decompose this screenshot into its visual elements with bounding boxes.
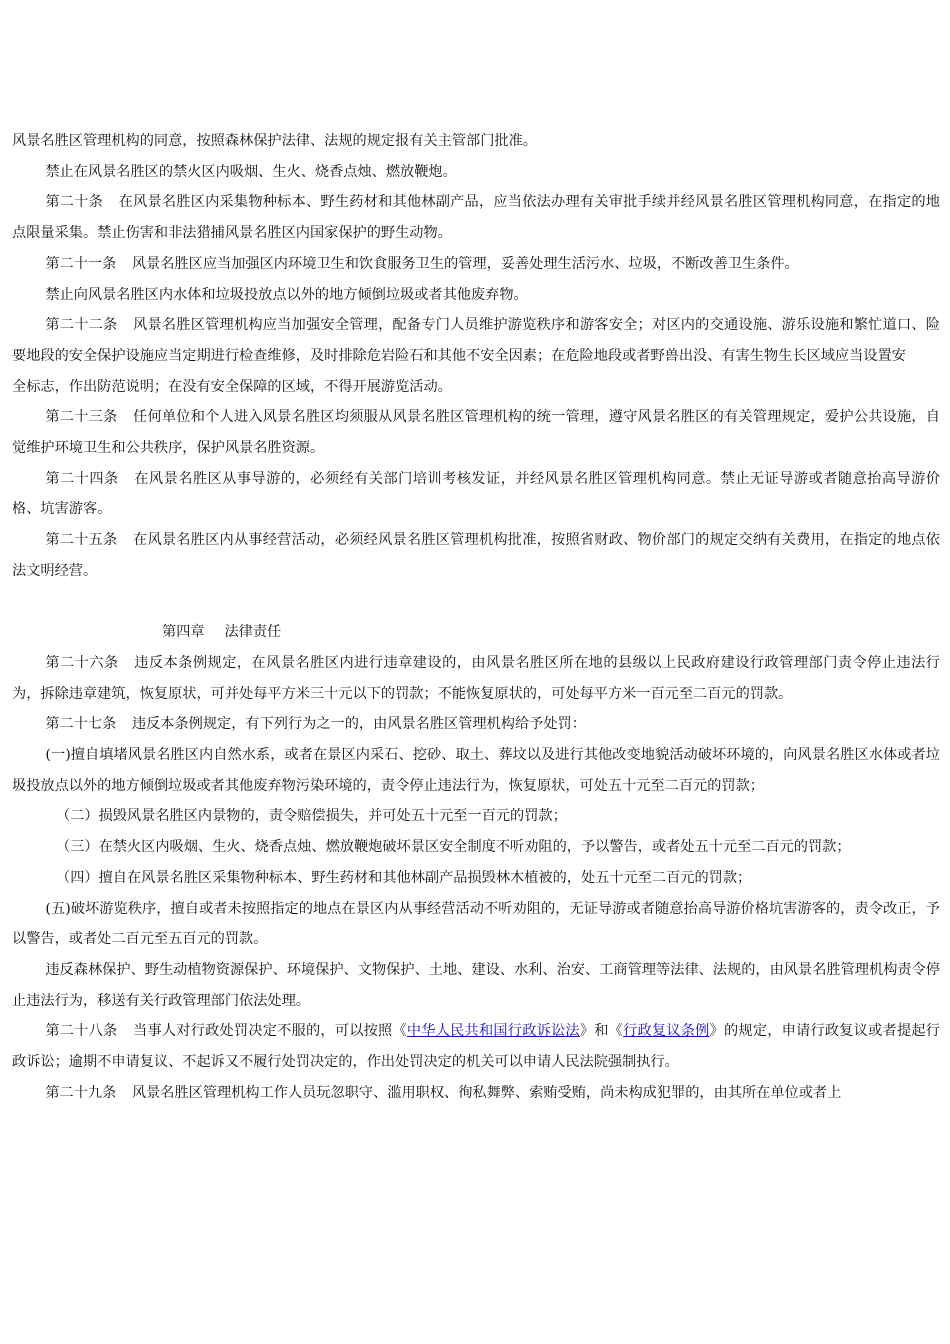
chapter-number: 第四章 <box>162 624 205 641</box>
article-21 <box>12 249 940 280</box>
article-text: 在风景名胜区内从事经营活动，必须经风景名胜区管理机构批准，按照省财政、物价部门的规定交纳有关费用，在指定的地点依法文明经营。 <box>12 532 940 579</box>
paragraph: 全标志，作出防范说明；在没有安全保障的区域，不得开展游览活动。 <box>12 378 452 395</box>
administrative-review-regulation-link[interactable]: 行政复议条例 <box>623 1023 710 1040</box>
article-text: 任何单位和个人进入风景名胜区均须服从风景名胜区管理机构的统一管理，遵守风景名胜区的有关管理规定，爱护公共设施，自觉维护环境卫生和公共秩序，保护风景名胜资源。 <box>12 409 940 457</box>
blank-line <box>12 587 940 618</box>
list-item: (五)破坏游览秩序，擅自或者未按照指定的地点在景区内从事经营活动不听劝阻的，无证导游或者随意抬高导游价格坑害游客的，责令改正，予以警告，或者处二百元至五百元的罚款。 <box>12 900 940 948</box>
article-24 <box>12 464 940 525</box>
article-text: 当事人对行政处罚决定不服的，可以按照《 <box>133 1023 407 1040</box>
article-text: 风景名胜区管理机构工作人员玩忽职守、滥用职权、徇私舞弊、索贿受贿，尚未构成犯罪的，由其所在单位或者上 <box>131 1084 842 1101</box>
list-item: （三）在禁火区内吸烟、生火、烧香点烛、燃放鞭炮破坏景区安全制度不听劝阻的，予以警告，或者处五十元至二百元的罚款； <box>56 839 851 856</box>
article-number: 第二十四条 <box>45 470 119 487</box>
article-number: 第二十六条 <box>45 654 119 671</box>
list-item: (一)擅自填堵风景名胜区内自然水系，或者在景区内采石、挖砂、取土、葬坟以及进行其他改变地貌活动破坏环境的，向风景名胜区水体或者垃圾投放点以外的地方倾倒垃圾或者其他废弃物污染环境的，责令停止违法行为，恢复原状，可处五十元至二百元的罚款； <box>12 747 940 794</box>
article-number: 第二十一条 <box>45 255 117 272</box>
article-number: 第二十九条 <box>45 1084 117 1101</box>
paragraph: 风景名胜区管理机构的同意，按照森林保护法律、法规的规定报有关主管部门批准。 <box>12 133 537 149</box>
article-text: 风景名胜区管理机构应当加强安全管理，配备专门人员维护游览秩序和游客安全；对区内的交通设施、游乐设施和繁忙道口、险要地段的安全保护设施应当定期进行检查维修，及时排除危岩险石和其他不安全因素；在危险地段或者野兽出没、有害生物生长区域应当设置安 <box>12 317 940 364</box>
article-28 <box>12 1016 940 1077</box>
document-page <box>12 126 940 1108</box>
article-number: 第二十八条 <box>45 1023 118 1040</box>
article-text: 在风景名胜区从事导游的，必须经有关部门培训考核发证，并经风景名胜区管理机构同意。禁止无证导游或者随意抬高导游价格、坑害游客。 <box>12 470 940 518</box>
article-text: 违反本条例规定，在风景名胜区内进行违章建设的，由风景名胜区所在地的县级以上民政府建设行政管理部门责令停止违法行为，拆除违章建筑，恢复原状，可并处每平方米三十元以下的罚款；不能恢复原状的，可处每平方米一百元至二百元的罚款。 <box>12 654 940 702</box>
administrative-litigation-law-link[interactable]: 中华人民共和国行政诉讼法 <box>406 1023 580 1040</box>
article-number: 第二十条 <box>45 194 104 211</box>
list-item: （四）擅自在风景名胜区采集物种标本、野生药材和其他林副产品损毁林木植被的，处五十元至二百元的罚款； <box>56 869 752 886</box>
article-20 <box>12 187 940 248</box>
article-number: 第二十三条 <box>45 409 118 426</box>
chapter-heading <box>12 617 940 648</box>
paragraph: 禁止在风景名胜区的禁火区内吸烟、生火、烧香点烛、燃放鞭炮。 <box>45 163 457 180</box>
list-item: （二）损毁风景名胜区内景物的，责令赔偿损失，并可处五十元至一百元的罚款； <box>56 808 567 825</box>
article-25 <box>12 525 940 586</box>
article-text: 风景名胜区应当加强区内环境卫生和饮食服务卫生的管理，妥善处理生活污水、垃圾，不断改善卫生条件。 <box>131 255 799 272</box>
paragraph: 禁止向风景名胜区内水体和垃圾投放点以外的地方倾倒垃圾或者其他废弃物。 <box>45 286 528 303</box>
article-22 <box>12 310 940 371</box>
article-number: 第二十二条 <box>45 317 118 334</box>
article-text: 》的规定，申请行政复议或者提起行政诉讼；逾期不申请复议、不起诉又不履行处罚决定的，作出处罚决定的机关可以申请人民法院强制执行。 <box>12 1023 940 1071</box>
article-29 <box>12 1078 940 1109</box>
paragraph: 违反森林保护、野生动植物资源保护、环境保护、文物保护、土地、建设、水利、治安、工商管理等法律、法规的，由风景名胜管理机构责令停止违法行为，移送有关行政管理部门依法处理。 <box>12 961 940 1009</box>
article-text: 在风景名胜区内采集物种标本、野生药材和其他林副产品，应当依法办理有关审批手续并经风景名胜区管理机构同意，在指定的地点限量采集。禁止伤害和非法猎捕风景名胜区内国家保护的野生动物。 <box>12 194 940 242</box>
article-23 <box>12 402 940 463</box>
chapter-title: 法律责任 <box>224 624 282 641</box>
article-26 <box>12 648 940 709</box>
article-27 <box>12 709 940 740</box>
article-text: 》和《 <box>579 1023 624 1040</box>
article-number: 第二十七条 <box>45 716 117 733</box>
article-text: 违反本条例规定，有下列行为之一的，由风景名胜区管理机构给予处罚： <box>131 716 586 733</box>
article-number: 第二十五条 <box>45 532 118 549</box>
